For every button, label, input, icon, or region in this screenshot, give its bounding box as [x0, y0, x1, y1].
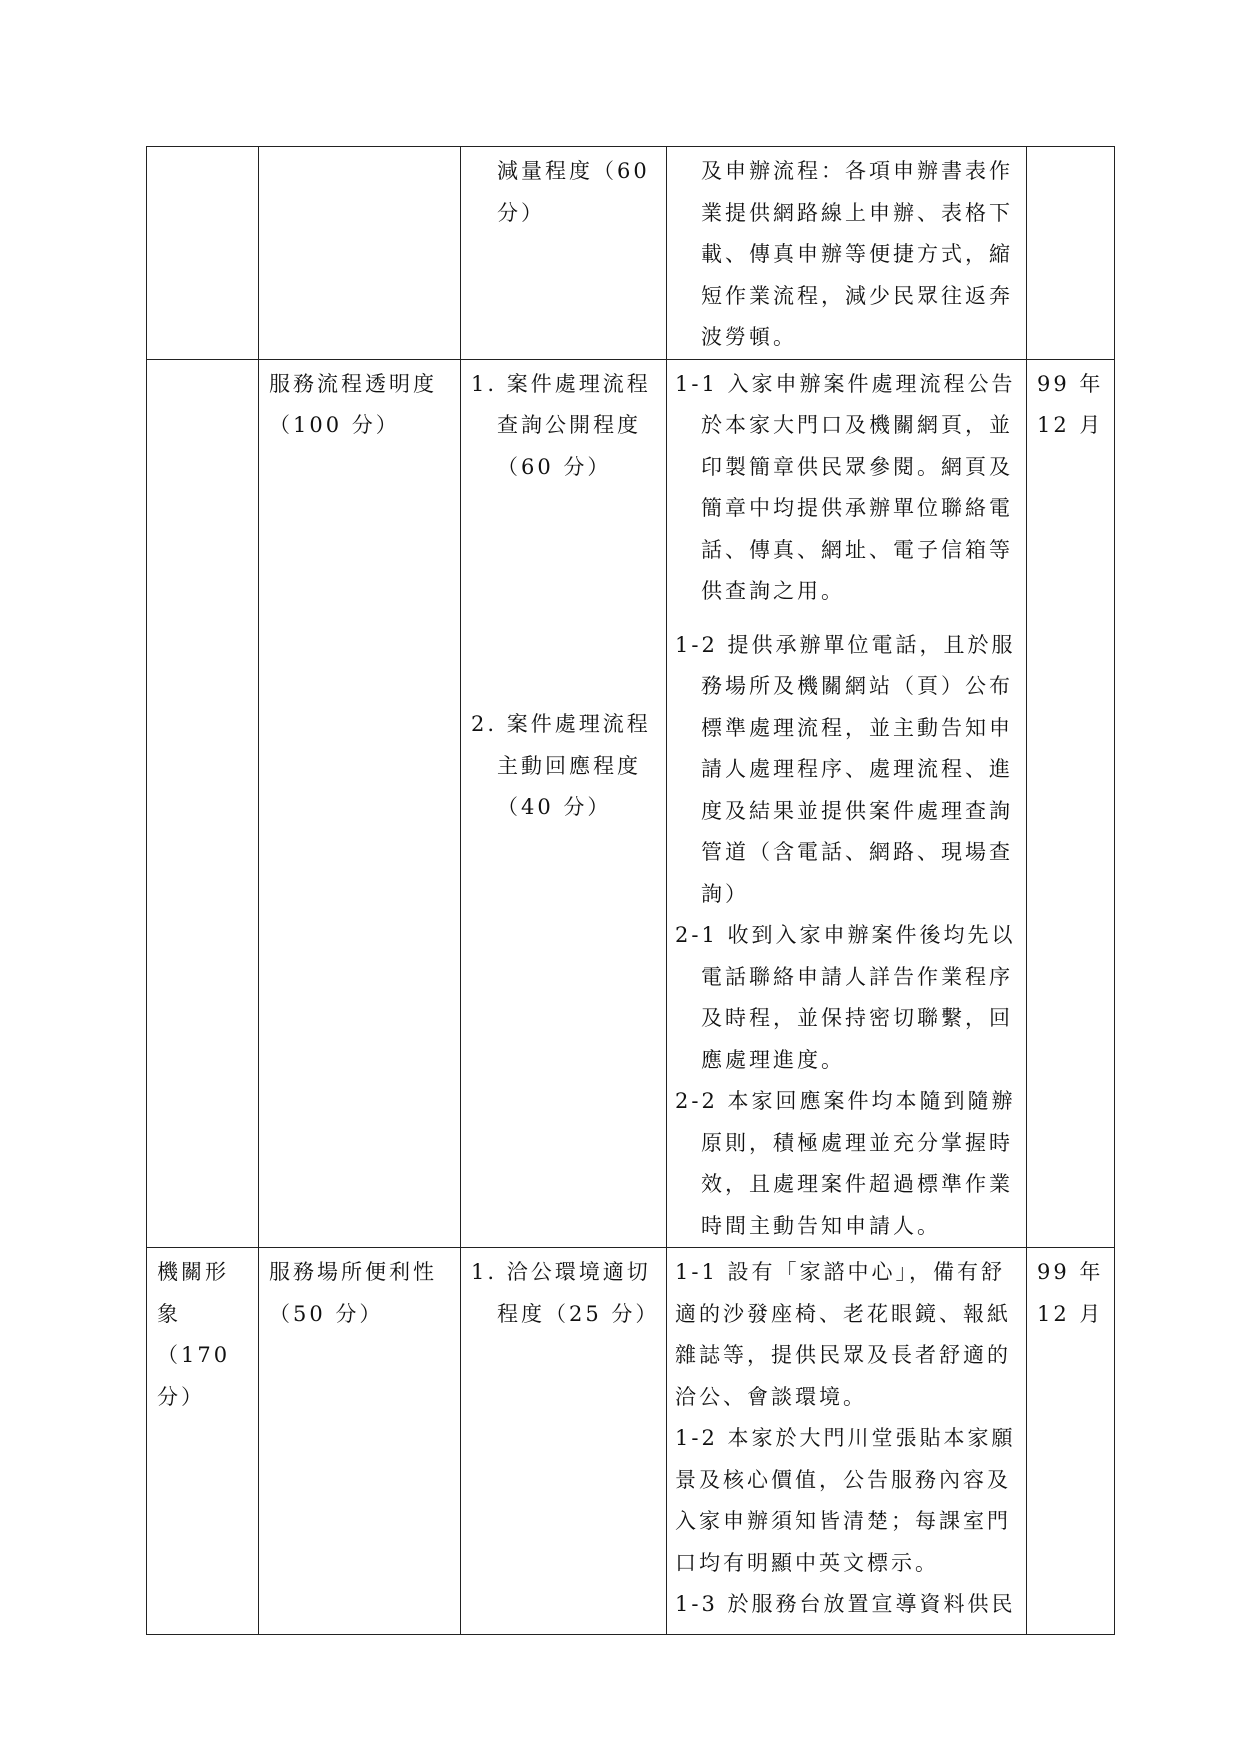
item-cell [259, 359, 461, 1248]
item-text: 服務場所便利性（50 分） [269, 1260, 437, 1326]
criteria-cell [461, 1248, 667, 1635]
measures-cell [667, 1248, 1027, 1635]
criteria-text: 減量程度（60 分） [497, 159, 650, 225]
category-cell [147, 359, 259, 1248]
criteria-cell [461, 147, 667, 360]
measure-text: 及申辦流程：各項申辦書表作業提供網路線上申辦、表格下載、傳真申辦等便捷方式，縮短作業流程，減少民眾往返奔波勞頓。 [701, 159, 1013, 349]
evaluation-table [146, 146, 1115, 1635]
date-text: 99 年 12 月 [1037, 371, 1104, 437]
date-text: 99 年 12 月 [1037, 1260, 1104, 1326]
measure-text: 1-2 提供承辦單位電話，且於服務場所及機關網站（頁）公布標準處理流程，並主動告知申請人處理程序、處理流程、進度及結果並提供案件處理查詢管道（含電話、網路、現場查詢） [675, 632, 1016, 906]
table-row [147, 359, 1115, 1248]
item-cell [259, 147, 461, 360]
measure-text: 1-1 設有「家諮中心」，備有舒適的沙發座椅、老花眼鏡、報紙雜誌等，提供民眾及長者舒適的洽公、會談環境。 [675, 1260, 1011, 1409]
criteria-text: 1. 案件處理流程查詢公開程度（60 分） [471, 371, 651, 479]
measure-text: 2-2 本家回應案件均本隨到隨辦原則，積極處理並充分掌握時效，且處理案件超過標準作業時間主動告知申請人。 [675, 1089, 1016, 1238]
measure-text: 2-1 收到入家申辦案件後均先以電話聯絡申請人詳告作業程序及時程，並保持密切聯繫，回應處理進度。 [675, 923, 1016, 1072]
date-cell [1027, 147, 1115, 360]
measures-cell [667, 359, 1027, 1248]
measure-text: 1-2 本家於大門川堂張貼本家願景及核心價值，公告服務內容及入家申辦須知皆清楚；每課室門口均有明顯中英文標示。 [675, 1426, 1016, 1575]
measure-text: 1-1 入家申辦案件處理流程公告於本家大門口及機關網頁，並印製簡章供民眾參閱。網頁及簡章中均提供承辦單位聯絡電話、傳真、網址、電子信箱等供查詢之用。 [675, 371, 1016, 603]
criteria-text: 1. 洽公環境適切程度（25 分） [471, 1260, 660, 1326]
date-cell [1027, 359, 1115, 1248]
measures-cell [667, 147, 1027, 360]
criteria-cell [461, 359, 667, 1248]
table-row [147, 147, 1115, 360]
category-cell [147, 147, 259, 360]
item-cell [259, 1248, 461, 1635]
item-text: 服務流程透明度（100 分） [269, 371, 437, 437]
category-text: 機關形象（170 分） [157, 1260, 231, 1409]
measure-text: 1-3 於服務台放置宣導資料供民 [675, 1592, 1016, 1616]
category-cell [147, 1248, 259, 1635]
criteria-text: 2. 案件處理流程主動回應程度（40 分） [471, 712, 651, 819]
table-row [147, 1248, 1115, 1635]
date-cell [1027, 1248, 1115, 1635]
